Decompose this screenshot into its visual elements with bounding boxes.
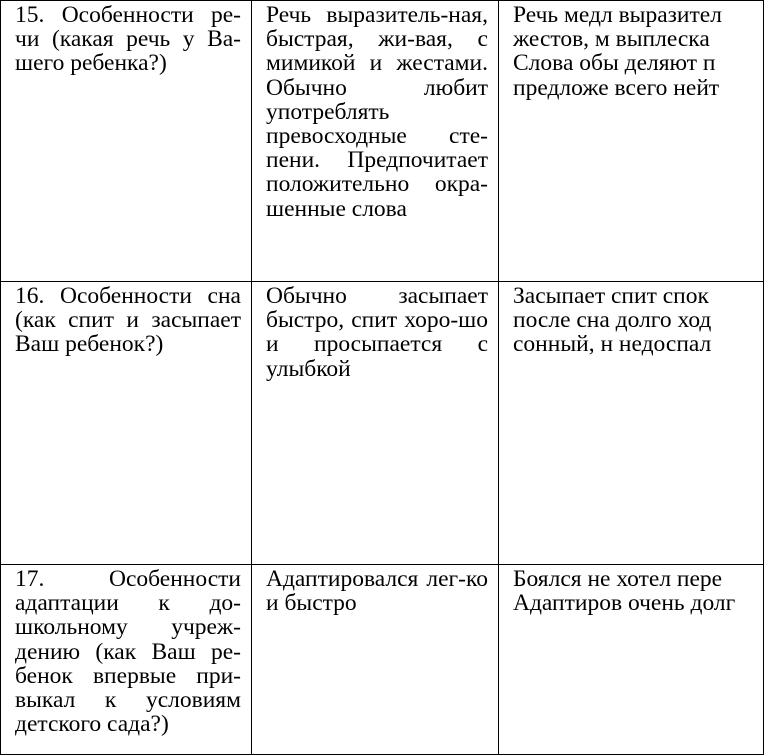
answer-text: Адаптировался лег-ко и быстро: [266, 566, 488, 617]
answer-cell-clipped: [499, 565, 764, 755]
question-text: 17. Особенности адаптации к до-школьному учреж-дению (как Ваш ре-бенок впервые при-выкал к условиям детского сада?): [15, 566, 241, 738]
answer-text: Речь выразитель-ная, быстрая, жи-вая, с мимикой и жестами. Обычно любит употреблять превосходные сте-пени. Предпочитает положительно окра-шенные слова: [266, 2, 488, 222]
answer-cell: [252, 1, 499, 282]
table-row: [1, 1, 764, 282]
answer-cell-clipped: [499, 1, 764, 282]
question-cell: [1, 282, 252, 565]
answer-cell: [252, 565, 499, 755]
answer-text: Речь медл выразител жестов, м выплеска Слова обы деляют п предложе всего нейт: [513, 2, 722, 101]
answer-cell-clipped: [499, 282, 764, 565]
question-cell: [1, 565, 252, 755]
question-cell: [1, 1, 252, 282]
table-row: [1, 565, 764, 755]
question-text: 16. Особенности сна (как спит и засыпает Ваш ребенок?): [15, 283, 241, 358]
table-row: [1, 282, 764, 565]
question-text: 15. Особенности ре-чи (какая речь у Ва-шего ребенка?): [15, 2, 241, 77]
answer-text: Обычно засыпает быстро, спит хоро-шо и просыпается с улыбкой: [266, 283, 488, 382]
answer-cell: [252, 282, 499, 565]
answer-text: Боялся не хотел пере Адаптиров очень долг: [513, 566, 736, 617]
answer-text: Засыпает спит спок после сна долго ход сонный, н недоспал: [513, 283, 712, 358]
